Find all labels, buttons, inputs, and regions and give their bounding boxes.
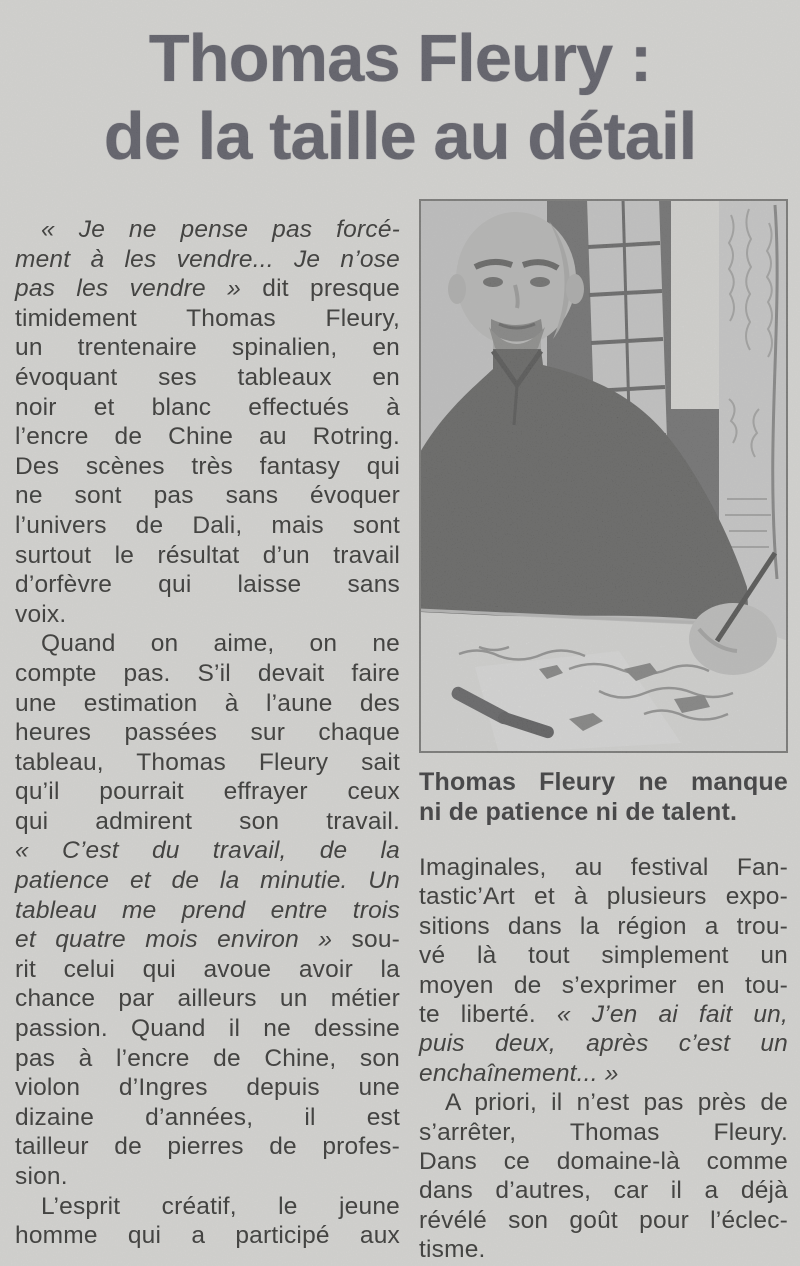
text-line: vé là tout simplement un [419,942,788,970]
text-line: l’encre de Chine au Rotring. [15,423,400,451]
text-line: puis deux, après c’est un [419,1030,788,1058]
text-line: sitions dans la région a trou- [419,912,788,940]
text-line: timidement Thomas Fleury, [15,304,400,332]
text-line: voix. [15,600,67,628]
text-line: qui admirent son travail. [15,807,400,835]
text-line: Dans ce domaine-là comme [419,1148,788,1176]
text-line: « Je ne pense pas forcé- [41,216,400,243]
article-column-left [15,215,400,1251]
text-line: révélé son goût pour l’éclec- [419,1206,788,1234]
photo-caption [419,767,788,827]
text-line: patience et de la minutie. Un [15,867,400,895]
text-line: Thomas Fleury ne manque [419,768,788,796]
text-line: homme qui a participé aux [15,1222,400,1250]
text-line: pas à l’encre de Chine, son [15,1044,400,1072]
text-line: tisme. [419,1236,486,1264]
text-line: heures passées sur chaque [15,719,400,747]
text-line: tableau me prend entre trois [15,896,400,924]
text-line: sion. [15,1163,68,1190]
text-line: ne sont pas sans évoquer [15,482,400,510]
text-line: L’esprit créatif, le jeune [41,1192,400,1220]
text-line: te liberté. « J’en ai fait un, [419,1001,788,1029]
photo-illustration [419,199,788,753]
text-line: tastic’Art et à plusieurs expo- [419,883,788,911]
text-line: évoquant ses tableaux en [15,363,400,391]
text-line: d’orfèvre qui laisse sans [15,571,400,599]
text-line: ment à les vendre... Je n’ose [15,245,400,273]
text-line: Quand on aime, on ne [41,630,400,658]
text-line: moyen de s’exprimer en tou- [419,971,788,999]
text-line: dans d’autres, car il a déjà [419,1177,788,1205]
article-title-line2: de la taille au détail [103,99,697,174]
article-photo [419,199,788,753]
text-line: noir et blanc effectués à [15,393,400,421]
text-line: s’arrêter, Thomas Fleury. [419,1118,788,1146]
text-line: rit celui qui avoue avoir la [15,955,400,983]
text-line: ni de patience ni de talent. [419,798,738,826]
text-line: « C’est du travail, de la [15,837,400,865]
text-line: chance par ailleurs un métier [15,985,400,1013]
article-column-right [419,199,788,1265]
text-line: surtout le résultat d’un travail [15,541,400,569]
text-line: Imaginales, au festival Fan- [419,854,788,881]
text-line: violon d’Ingres depuis une [15,1074,400,1102]
article-column-right-text [419,853,788,1265]
text-line: passion. Quand il ne dessine [15,1015,400,1043]
text-line: tailleur de pierres de profes- [15,1133,400,1161]
text-line: pas les vendre » dit presque [15,275,400,303]
text-line: enchaînement... » [419,1059,619,1087]
text-line: et quatre mois environ » sou- [15,926,401,954]
text-line: l’univers de Dali, mais sont [15,511,400,539]
article-title-line1: Thomas Fleury : [148,21,652,96]
text-line: tableau, Thomas Fleury sait [15,748,400,776]
text-line: un trentenaire spinalien, en [15,334,400,362]
text-line: Des scènes très fantasy qui [15,452,400,480]
text-line: compte pas. S’il devait faire [15,659,400,687]
article-title [0,20,800,176]
text-line: dizaine d’années, il est [15,1103,400,1131]
text-line: A priori, il n’est pas près de [445,1089,788,1117]
text-line: une estimation à l’aune des [15,689,400,717]
text-line: qu’il pourrait effrayer ceux [15,778,400,806]
